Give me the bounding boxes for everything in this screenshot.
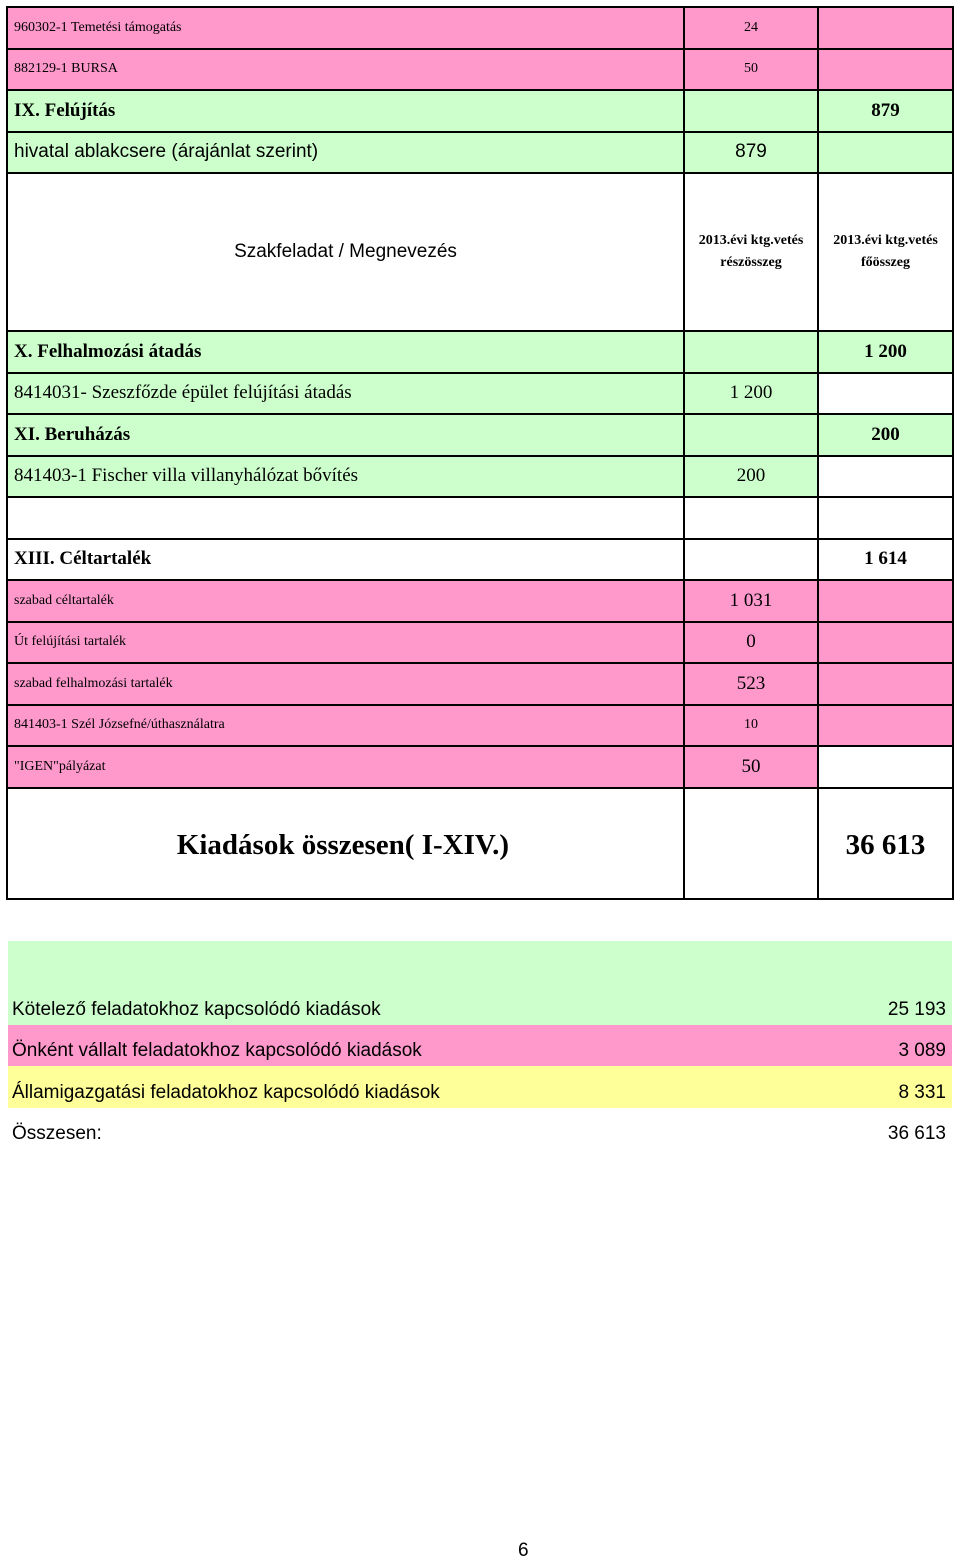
section-label: IX. Felújítás <box>7 90 684 132</box>
row-label <box>7 497 684 539</box>
row-total: 1 200 <box>818 331 953 373</box>
row-label: szabad céltartalék <box>7 580 684 622</box>
header-partial-line1: 2013.évi ktg.vetés <box>698 233 804 248</box>
row-partial: 50 <box>684 49 818 91</box>
row-label: Út felújítási tartalék <box>7 622 684 664</box>
row-total <box>818 49 953 91</box>
header-total-line2: főösszeg <box>861 255 910 270</box>
summary-value: 36 613 <box>887 1123 946 1144</box>
grand-total-partial <box>684 788 818 899</box>
summary-value: 25 193 <box>887 998 946 1020</box>
summary-row-state <box>8 1066 952 1108</box>
table-row <box>7 414 953 456</box>
table-row <box>7 705 953 747</box>
row-total: 200 <box>818 414 953 456</box>
row-label: szabad felhalmozási tartalék <box>7 663 684 705</box>
row-partial: 1 200 <box>684 373 818 415</box>
table-row <box>7 622 953 664</box>
page-number: 6 <box>518 1540 529 1561</box>
section-label: X. Felhalmozási átadás <box>7 331 684 373</box>
row-total <box>818 622 953 664</box>
header-partial-line2: részösszeg <box>720 255 782 270</box>
row-label: 841403-1 Fischer villa villanyhálózat bővítés <box>7 456 684 498</box>
table-row <box>7 373 953 415</box>
budget-table <box>6 6 954 900</box>
table-header <box>7 173 953 331</box>
row-total <box>818 705 953 747</box>
row-total <box>818 7 953 49</box>
row-partial <box>684 414 818 456</box>
row-total <box>818 373 953 415</box>
table-row <box>7 539 953 581</box>
table-row <box>7 580 953 622</box>
row-label: 960302-1 Temetési támogatás <box>7 7 684 49</box>
row-partial: 10 <box>684 705 818 747</box>
summary-label: Államigazgatási feladatokhoz kapcsolódó kiadások <box>12 1081 440 1103</box>
summary-value: 3 089 <box>898 1040 946 1061</box>
row-label: "IGEN"pályázat <box>7 746 684 788</box>
section-label: XIII. Céltartalék <box>7 539 684 581</box>
table-row <box>7 7 953 49</box>
grand-total-value: 36 613 <box>818 788 953 899</box>
row-total <box>818 456 953 498</box>
row-partial: 0 <box>684 622 818 664</box>
summary-label: Kötelező feladatokhoz kapcsolódó kiadások <box>12 998 381 1020</box>
summary-value: 8 331 <box>898 1081 946 1103</box>
grand-total-row <box>7 788 953 899</box>
header-partial <box>684 173 818 331</box>
summary-row-total <box>8 1108 952 1150</box>
summary-spacer <box>8 941 952 983</box>
row-partial <box>684 331 818 373</box>
table-row <box>7 49 953 91</box>
row-partial <box>684 90 818 132</box>
row-total <box>818 497 953 539</box>
grand-total-label: Kiadások összesen( I-XIV.) <box>7 788 684 899</box>
table-row <box>7 132 953 174</box>
row-total: 879 <box>818 90 953 132</box>
row-partial <box>684 497 818 539</box>
row-partial: 24 <box>684 7 818 49</box>
table-row <box>7 746 953 788</box>
summary-label: Önként vállalt feladatokhoz kapcsolódó kiadások <box>12 1040 422 1061</box>
row-partial <box>684 539 818 581</box>
row-partial: 523 <box>684 663 818 705</box>
row-label: hivatal ablakcsere (árajánlat szerint) <box>7 132 684 174</box>
table-row <box>7 456 953 498</box>
row-total <box>818 132 953 174</box>
summary-label: Összesen: <box>12 1123 102 1144</box>
header-total-line1: 2013.évi ktg.vetés <box>833 233 938 248</box>
table-row <box>7 90 953 132</box>
row-total: 1 614 <box>818 539 953 581</box>
row-partial: 1 031 <box>684 580 818 622</box>
row-partial: 879 <box>684 132 818 174</box>
row-label: 8414031- Szeszfőzde épület felújítási átadás <box>7 373 684 415</box>
table-row <box>7 331 953 373</box>
summary-row-voluntary <box>8 1025 952 1067</box>
summary-row-mandatory <box>8 983 952 1025</box>
row-partial: 50 <box>684 746 818 788</box>
row-label: 841403-1 Szél Józsefné/úthasználatra <box>7 705 684 747</box>
table-row <box>7 497 953 539</box>
row-total <box>818 663 953 705</box>
section-label: XI. Beruházás <box>7 414 684 456</box>
row-label: 882129-1 BURSA <box>7 49 684 91</box>
summary-section <box>8 941 952 1149</box>
row-total <box>818 746 953 788</box>
row-total <box>818 580 953 622</box>
header-total <box>818 173 953 331</box>
header-name: Szakfeladat / Megnevezés <box>7 173 684 331</box>
table-row <box>7 663 953 705</box>
row-partial: 200 <box>684 456 818 498</box>
